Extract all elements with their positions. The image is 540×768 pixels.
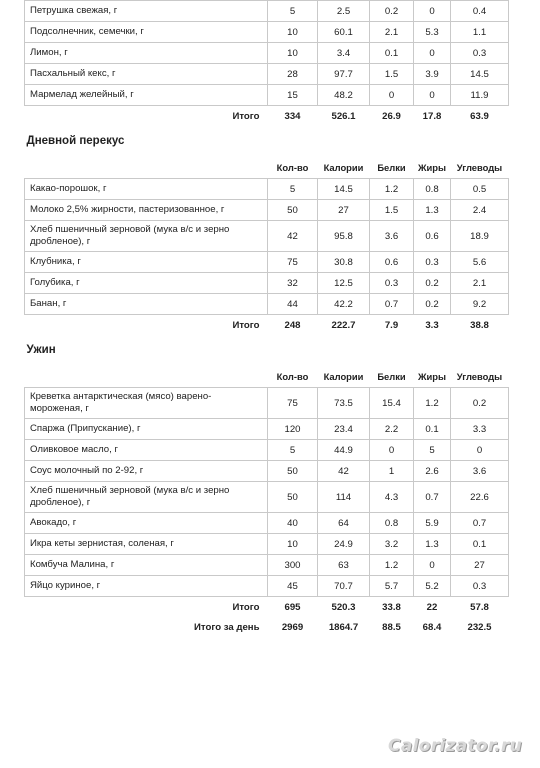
food-protein: 3.2 [370,534,414,555]
day-total-protein: 88.5 [382,621,401,633]
food-name: Икра кеты зернистая, соленая, г [25,534,268,555]
food-protein: 0.8 [370,513,414,534]
day-total-fat: 68.4 [422,621,442,633]
food-name: Яйцо куриное, г [25,576,268,597]
table-row [25,200,509,221]
food-name: Голубика, г [25,273,268,294]
column-header-row [25,156,509,179]
food-carbs: 22.6 [451,482,509,513]
food-protein: 0.2 [370,1,414,22]
section-total-row [25,106,509,127]
total-quantity: 248 [284,319,301,331]
food-carbs: 3.6 [451,461,509,482]
food-quantity: 28 [268,64,318,85]
total-quantity: 334 [284,110,301,122]
section-title-row [25,126,509,156]
food-fat: 1.3 [414,534,451,555]
food-calories: 27 [318,200,370,221]
table-row [25,440,509,461]
food-protein: 1.5 [370,64,414,85]
food-fat: 0 [414,555,451,576]
section-total-label: Итого [232,110,260,122]
food-carbs: 14.5 [451,64,509,85]
food-name: Какао-порошок, г [25,179,268,200]
food-carbs: 0.5 [451,179,509,200]
total-calories: 222.7 [331,319,356,331]
total-carbs: 38.8 [470,319,489,331]
table-row [25,294,509,315]
food-calories: 64 [318,513,370,534]
food-quantity: 10 [268,534,318,555]
table-row [25,576,509,597]
column-header-row [25,365,509,388]
column-header-fat: Жиры [418,370,446,382]
food-protein: 1 [370,461,414,482]
day-total-row [25,617,509,637]
section-total-label: Итого [232,601,260,613]
food-protein: 5.7 [370,576,414,597]
food-calories: 44.9 [318,440,370,461]
total-fat: 3.3 [425,319,439,331]
food-fat: 0.1 [414,419,451,440]
column-header-protein: Белки [377,370,406,382]
food-name: Банан, г [25,294,268,315]
food-carbs: 0.7 [451,513,509,534]
food-fat: 1.2 [414,388,451,419]
table-row [25,179,509,200]
table-row [25,22,509,43]
food-protein: 0.3 [370,273,414,294]
food-fat: 5.9 [414,513,451,534]
header-spacer [25,365,268,388]
food-protein: 15.4 [370,388,414,419]
food-quantity: 120 [268,419,318,440]
food-quantity: 42 [268,221,318,252]
food-calories: 114 [318,482,370,513]
table-row [25,252,509,273]
food-carbs: 2.4 [451,200,509,221]
food-carbs: 5.6 [451,252,509,273]
column-header-calories: Калории [323,161,364,173]
food-name: Клубника, г [25,252,268,273]
food-name: Подсолнечник, семечки, г [25,22,268,43]
day-total-label: Итого за день [194,621,260,633]
column-header-quantity: Кол-во [276,370,309,382]
food-fat: 0 [414,85,451,106]
food-calories: 73.5 [318,388,370,419]
food-calories: 12.5 [318,273,370,294]
total-calories: 520.3 [331,601,356,613]
food-protein: 0 [370,440,414,461]
food-carbs: 11.9 [451,85,509,106]
food-carbs: 0.1 [451,534,509,555]
table-row [25,419,509,440]
section-title-row [25,335,509,365]
food-carbs: 27 [451,555,509,576]
food-calories: 97.7 [318,64,370,85]
table-row [25,555,509,576]
total-fat: 22 [426,601,438,613]
section-total-row [25,315,509,336]
food-protein: 1.2 [370,555,414,576]
column-header-calories: Калории [323,370,364,382]
food-fat: 0.3 [414,252,451,273]
food-carbs: 3.3 [451,419,509,440]
food-carbs: 0.3 [451,43,509,64]
food-protein: 1.2 [370,179,414,200]
food-name: Лимон, г [25,43,268,64]
food-protein: 4.3 [370,482,414,513]
food-quantity: 50 [268,200,318,221]
column-header-quantity: Кол-во [276,161,309,173]
food-fat: 5.2 [414,576,451,597]
food-carbs: 0.3 [451,576,509,597]
food-fat: 2.6 [414,461,451,482]
food-calories: 70.7 [318,576,370,597]
table-row [25,64,509,85]
food-protein: 1.5 [370,200,414,221]
food-name: Комбуча Малина, г [25,555,268,576]
food-name: Соус молочный по 2-92, г [25,461,268,482]
food-fat: 3.9 [414,64,451,85]
food-quantity: 5 [268,1,318,22]
table-row [25,513,509,534]
day-total-quantity: 2969 [281,621,304,633]
header-spacer [25,156,268,179]
food-protein: 0.1 [370,43,414,64]
section-title: Ужин [26,344,56,356]
food-protein: 3.6 [370,221,414,252]
food-carbs: 2.1 [451,273,509,294]
food-name: Спаржа (Припускание), г [25,419,268,440]
food-quantity: 75 [268,388,318,419]
food-fat: 0.2 [414,273,451,294]
food-fat: 0.7 [414,482,451,513]
food-name: Оливковое масло, г [25,440,268,461]
food-quantity: 32 [268,273,318,294]
total-carbs: 57.8 [470,601,489,613]
site-watermark: Calorizator.ru [388,736,522,756]
total-protein: 26.9 [382,110,401,122]
day-total-carbs: 232.5 [467,621,492,633]
food-name: Авокадо, г [25,513,268,534]
total-protein: 33.8 [382,601,401,613]
food-calories: 23.4 [318,419,370,440]
day-total-calories: 1864.7 [328,621,359,633]
food-calories: 42 [318,461,370,482]
table-row [25,1,509,22]
food-protein: 2.2 [370,419,414,440]
food-name: Петрушка свежая, г [25,1,268,22]
food-calories: 14.5 [318,179,370,200]
food-name: Хлеб пшеничный зерновой (мука в/с и зерно дробленое), г [25,482,268,513]
table-row [25,273,509,294]
table-row [25,482,509,513]
food-carbs: 0.4 [451,1,509,22]
food-quantity: 300 [268,555,318,576]
table-row [25,85,509,106]
food-calories: 2.5 [318,1,370,22]
table-row [25,461,509,482]
food-protein: 0 [370,85,414,106]
column-header-fat: Жиры [418,161,446,173]
total-calories: 526.1 [331,110,356,122]
section-total-label: Итого [232,319,260,331]
food-protein: 2.1 [370,22,414,43]
table-row [25,388,509,419]
food-calories: 95.8 [318,221,370,252]
food-calories: 48.2 [318,85,370,106]
food-carbs: 9.2 [451,294,509,315]
table-row [25,534,509,555]
food-fat: 5 [414,440,451,461]
food-quantity: 40 [268,513,318,534]
section-total-row [25,597,509,618]
diary-report [24,0,508,637]
food-fat: 0 [414,1,451,22]
food-quantity: 50 [268,482,318,513]
food-name: Креветка антарктическая (мясо) варено-мороженая, г [25,388,268,419]
food-quantity: 5 [268,440,318,461]
food-protein: 0.7 [370,294,414,315]
food-protein: 0.6 [370,252,414,273]
food-fat: 0 [414,43,451,64]
food-calories: 42.2 [318,294,370,315]
food-name: Хлеб пшеничный зерновой (мука в/с и зерно дробленое), г [25,221,268,252]
food-quantity: 44 [268,294,318,315]
food-fat: 0.8 [414,179,451,200]
column-header-carbs: Углеводы [456,370,503,382]
food-calories: 30.8 [318,252,370,273]
column-header-carbs: Углеводы [456,161,503,173]
section-title: Дневной перекус [26,135,125,147]
food-carbs: 1.1 [451,22,509,43]
total-protein: 7.9 [384,319,399,331]
food-calories: 24.9 [318,534,370,555]
nutrition-table [24,0,509,637]
food-fat: 1.3 [414,200,451,221]
food-carbs: 0.2 [451,388,509,419]
food-name: Молоко 2,5% жирности, пастеризованное, г [25,200,268,221]
table-row [25,43,509,64]
food-quantity: 45 [268,576,318,597]
food-quantity: 50 [268,461,318,482]
food-fat: 0.2 [414,294,451,315]
food-quantity: 15 [268,85,318,106]
food-quantity: 10 [268,43,318,64]
food-fat: 5.3 [414,22,451,43]
food-calories: 63 [318,555,370,576]
column-header-protein: Белки [377,161,406,173]
food-quantity: 10 [268,22,318,43]
table-row [25,221,509,252]
food-quantity: 75 [268,252,318,273]
food-carbs: 0 [451,440,509,461]
total-fat: 17.8 [422,110,442,122]
food-carbs: 18.9 [451,221,509,252]
food-calories: 3.4 [318,43,370,64]
food-fat: 0.6 [414,221,451,252]
food-name: Мармелад желейный, г [25,85,268,106]
total-carbs: 63.9 [470,110,489,122]
food-quantity: 5 [268,179,318,200]
total-quantity: 695 [284,601,301,613]
food-calories: 60.1 [318,22,370,43]
food-name: Пасхальный кекс, г [25,64,268,85]
